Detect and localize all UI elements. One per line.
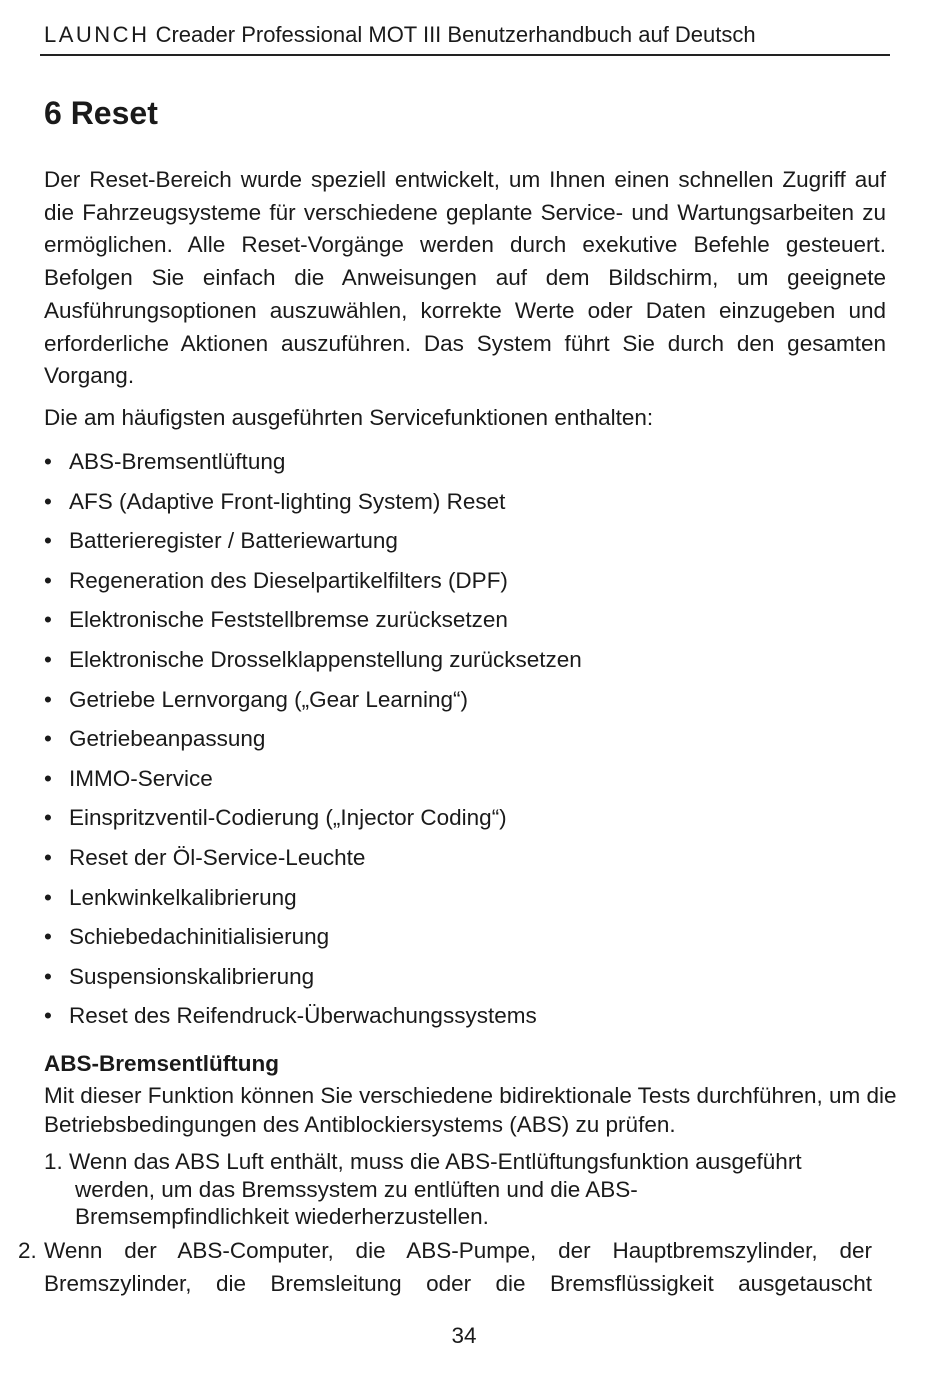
function-list-item [44, 842, 582, 882]
bullet-icon: • [44, 924, 52, 950]
function-list-item [44, 525, 582, 565]
function-label: Einspritzventil-Codierung („Injector Coding“) [69, 805, 507, 831]
function-label: Suspensionskalibrierung [69, 963, 315, 989]
functions-lead: Die am häufigsten ausgeführten Servicefunktionen enthalten: [44, 405, 654, 430]
bullet-icon: • [44, 884, 52, 910]
bullet-icon: • [44, 528, 52, 554]
function-label: AFS (Adaptive Front-lighting System) Reset [69, 488, 506, 514]
step-1-number: 1. [44, 1149, 63, 1174]
bullet-icon: • [44, 686, 52, 712]
step-2-number: 2. [18, 1238, 37, 1263]
step-1-line-1: Wenn das ABS Luft enthält, muss die ABS-Entlüftungsfunktion ausgeführt [69, 1149, 802, 1174]
section-title: 6 Reset [44, 95, 158, 131]
service-functions-list [44, 446, 582, 1040]
step-1 [44, 1148, 802, 1231]
function-label: Elektronische Drosselklappenstellung zurücksetzen [69, 646, 582, 672]
bullet-icon: • [44, 607, 52, 633]
function-list-item [44, 723, 582, 763]
bullet-icon: • [44, 805, 52, 831]
bullet-icon: • [44, 1003, 52, 1029]
bullet-icon: • [44, 646, 52, 672]
bullet-icon: • [44, 488, 52, 514]
function-list-item [44, 882, 582, 922]
bullet-icon: • [44, 844, 52, 870]
page-header [44, 20, 890, 50]
function-label: Elektronische Feststellbremse zurücksetzen [69, 607, 508, 633]
step-2 [18, 1235, 872, 1300]
page-number: 34 [451, 1323, 477, 1348]
function-label: Reset der Öl-Service-Leuchte [69, 844, 366, 870]
bullet-icon: • [44, 726, 52, 752]
step-2-text: Wenn der ABS-Computer, die ABS-Pumpe, der Hauptbremszylinder, der Bremszylinder, die Bremsleitung oder die Bremsflüssigkeit ausgetauscht [44, 1238, 872, 1296]
abs-description: Mit dieser Funktion können Sie verschiedene bidirektionale Tests durchführen, um die Betriebsbedingungen des Antiblockiersystems (ABS) zu prüfen. [44, 1083, 897, 1137]
function-label: Reset des Reifendruck-Überwachungssystems [69, 1003, 537, 1029]
function-list-item [44, 1000, 582, 1040]
function-label: Schiebedachinitialisierung [69, 924, 330, 950]
brand-name: LAUNCH [44, 22, 150, 47]
function-label: Getriebeanpassung [69, 726, 266, 752]
function-list-item [44, 446, 582, 486]
function-label: ABS-Bremsentlüftung [69, 449, 286, 474]
abs-heading: ABS-Bremsentlüftung [44, 1051, 279, 1076]
header-divider [40, 54, 890, 56]
step-1-line-3: Bremsempfindlichkeit wiederherzustellen. [75, 1204, 489, 1229]
function-label: Batterieregister / Batteriewartung [69, 528, 398, 554]
function-label: IMMO-Service [69, 765, 213, 791]
step-1-line-2: werden, um das Bremssystem zu entlüften und die ABS- [75, 1176, 638, 1202]
function-list-item [44, 763, 582, 803]
function-label: Lenkwinkelkalibrierung [69, 884, 297, 910]
bullet-icon: • [44, 567, 52, 593]
function-list-item [44, 684, 582, 724]
bullet-icon: • [44, 963, 52, 989]
function-list-item [44, 604, 582, 644]
function-list-item [44, 802, 582, 842]
intro-paragraph: Der Reset-Bereich wurde speziell entwickelt, um Ihnen einen schnellen Zugriff auf die Fahrzeugsysteme für verschiedene geplante Service- und Wartungsarbeiten zu ermöglichen. Alle Reset-Vorgänge werden durch exekutive Befehle gesteuert. Befolgen Sie einfach die Anweisungen auf dem Bildschirm, um geeignete Ausführungsoptionen auszuwählen, korrekte Werte oder Daten einzugeben und erforderliche Aktionen auszuführen. Das System führt Sie durch den gesamten Vorgang. [44, 167, 886, 389]
manual-title: Creader Professional MOT III Benutzerhandbuch auf Deutsch [155, 22, 756, 47]
bullet-icon: • [44, 449, 52, 474]
function-list-item [44, 565, 582, 605]
function-list-item [44, 486, 582, 526]
function-label: Regeneration des Dieselpartikelfilters (DPF) [69, 567, 508, 593]
function-list-item [44, 644, 582, 684]
bullet-icon: • [44, 765, 52, 791]
function-list-item [44, 921, 582, 961]
function-label: Getriebe Lernvorgang („Gear Learning“) [69, 686, 468, 712]
function-list-item [44, 961, 582, 1001]
